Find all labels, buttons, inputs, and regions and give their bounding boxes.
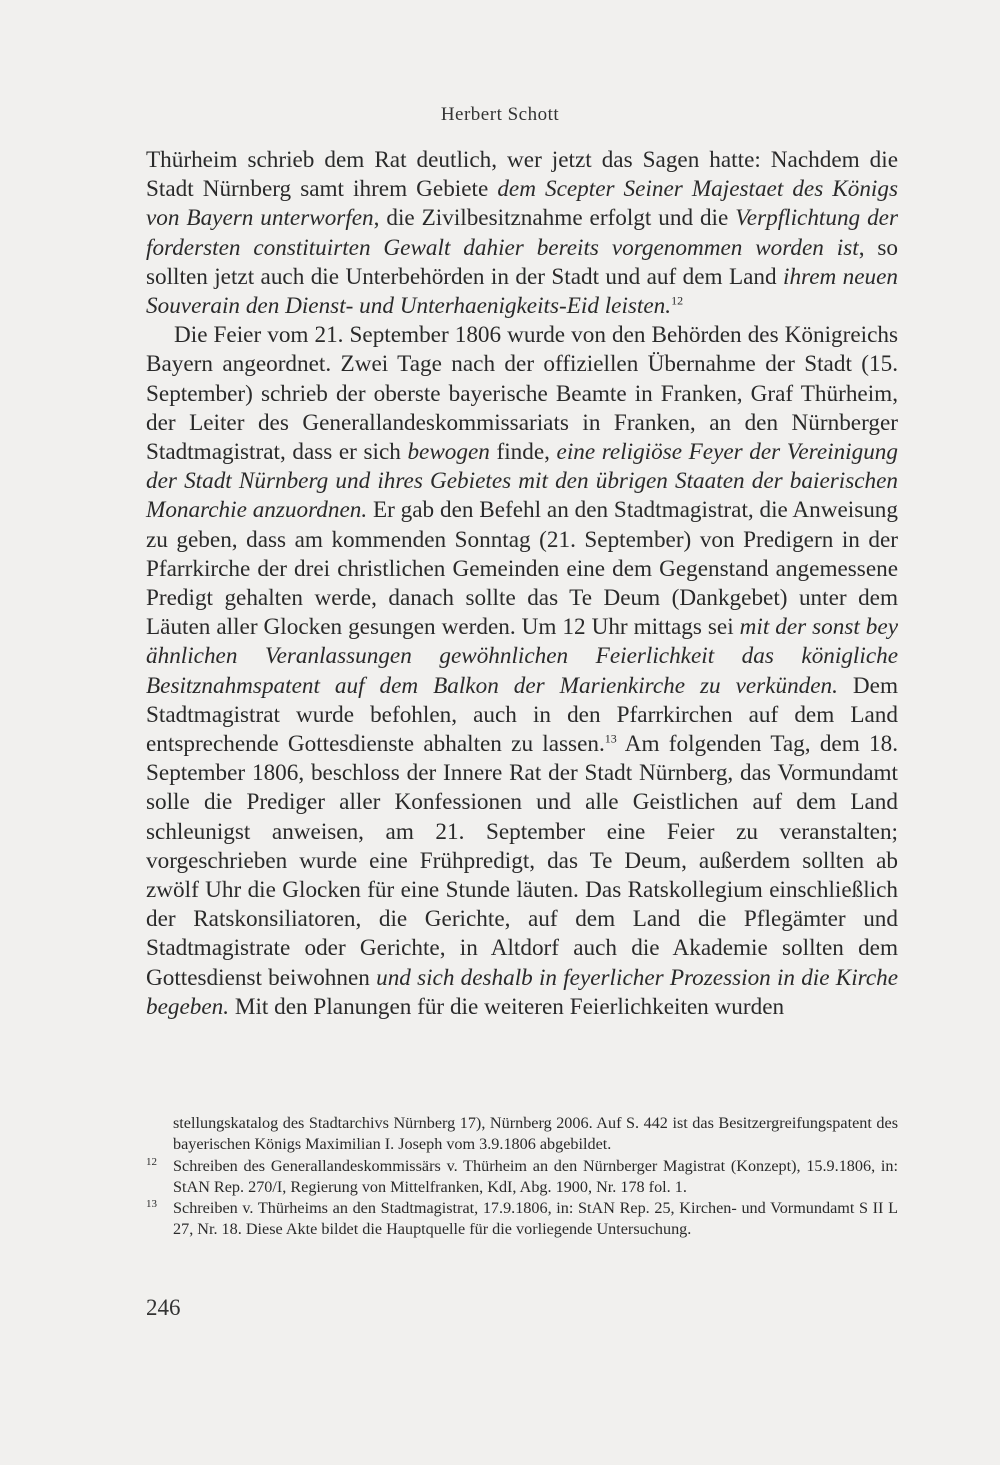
text-segment: , so sollten jetzt auch die Unterbehörden in der Stadt und auf dem Land [146,234,898,290]
running-head: Herbert Schott [440,104,560,125]
page-number: 246 [146,1295,181,1320]
footnote-text: stellungskatalog des Stadtarchivs Nürnberg 17), Nürnberg 2006. Auf S. 442 ist das Besitzergreifungspatent des bayerischen Königs Maximilian I. Joseph vom 3.9.1806 abgebildet. [173,1114,898,1154]
footnote-text: Schreiben des Generallandeskommissärs v. Thürheim an den Nürnberger Magistrat (Konzept), 15.9.1806, in: StAN Rep. 270/I, Regierung von Mittelfranken, KdI, Abg. 1900, Nr. 178 fol. 1. [173,1156,898,1196]
italic-quote: dem Scepter Seiner Majestaet des Königs von Bayern unterworfen [146,176,898,232]
italic-quote: Verpflichtung der fordersten constituirten Gewalt dahier bereits vorgenommen worden ist [146,205,898,261]
italic-quote: und sich deshalb in feyerlicher Prozession in die Kirche begeben. [146,964,898,1020]
footnote-reference[interactable]: 12 [671,293,684,308]
text-segment: Mit den Planungen für die weiteren Feierlichkeiten wurden [229,993,785,1020]
footnote [146,1156,898,1199]
footnote [146,1198,898,1241]
footnote [146,1113,898,1156]
footnote-number: 13 [146,1198,157,1211]
italic-quote: ihrem neuen Souverain den Dienst- und Unterhaenigkeits-Eid leisten. [146,263,899,320]
paragraph [146,146,898,321]
text-segment: finde, [489,439,557,466]
text-segment: Dem Stadtmagistrat wurde befohlen, auch in den Pfarrkirchen auf dem Land entsprechende Gottesdienste abhalten zu lassen. [146,672,898,758]
footnote-reference[interactable]: 13 [604,731,617,746]
footnote-text: Schreiben v. Thürheims an den Stadtmagistrat, 17.9.1806, in: StAN Rep. 25, Kirchen- und Vormundamt S II L 27, Nr. 18. Diese Akte bildet die Hauptquelle für die vorliegende Untersuchung. [173,1199,898,1239]
italic-quote: eine religiöse Feyer der Vereinigung der Stadt Nürnberg und ihres Gebietes mit den übrigen Staaten der baierischen Monarchie anzuordnen. [146,439,898,524]
paragraph [146,321,898,1022]
italic-quote: mit der sonst bey ähnlichen Veranlassungen gewöhnlichen Feierlichkeit das königliche Besitznahmspatent auf dem Balkon der Marienkirche zu verkünden. [146,614,898,699]
footnotes [146,1113,898,1241]
body-text [146,146,898,1022]
text-segment: Am folgenden Tag, dem 18. September 1806, beschloss der Innere Rat der Stadt Nürnberg, das Vormundamt solle die Prediger aller Konfessionen und alle Geistlichen auf dem Land schleunigst anweisen, am 21. September eine Feier zu veranstalten; vorgeschrieben wurde eine Frühpredigt, das Te Deum, außerdem sollten ab zwölf Uhr die Glocken für eine Stunde läuten. Das Ratskollegium einschließlich der Ratskonsiliatoren, die Gerichte, auf dem Land die Pflegämter und Stadtmagistrate oder Gerichte, in Altdorf auch die Akademie sollten dem Gottesdienst beiwohnen [146,731,898,991]
italic-quote: bewogen [407,439,490,466]
text-segment: Die Feier vom 21. September 1806 wurde von den Behörden des Königreichs Bayern angeordnet. Zwei Tage nach der offiziellen Übernahme der Stadt (15. September) schrieb der oberste bayerische Beamte in Franken, Graf Thürheim, der Leiter des Generallandeskommissariats in Franken, an den Nürnberger Stadtmagistrat, dass er sich [146,322,898,466]
text-segment: Thürheim schrieb dem Rat deutlich, wer jetzt das Sagen hatte: Nachdem die Stadt Nürnberg samt ihrem Gebiete [146,147,898,203]
text-segment: , die Zivilbesitznahme erfolgt und die [373,205,736,232]
text-segment: Er gab den Befehl an den Stadtmagistrat, die Anweisung zu geben, dass am kommenden Sonntag (21. September) von Predigern in der Pfarrkirche der drei christlichen Gemeinden eine dem Gegenstand angemessene Predigt gehalten werde, danach sollte das Te Deum (Dankgebet) unter dem Läuten aller Glocken gesungen werden. Um 12 Uhr mittags sei [146,497,898,641]
footnote-number: 12 [146,1155,157,1168]
